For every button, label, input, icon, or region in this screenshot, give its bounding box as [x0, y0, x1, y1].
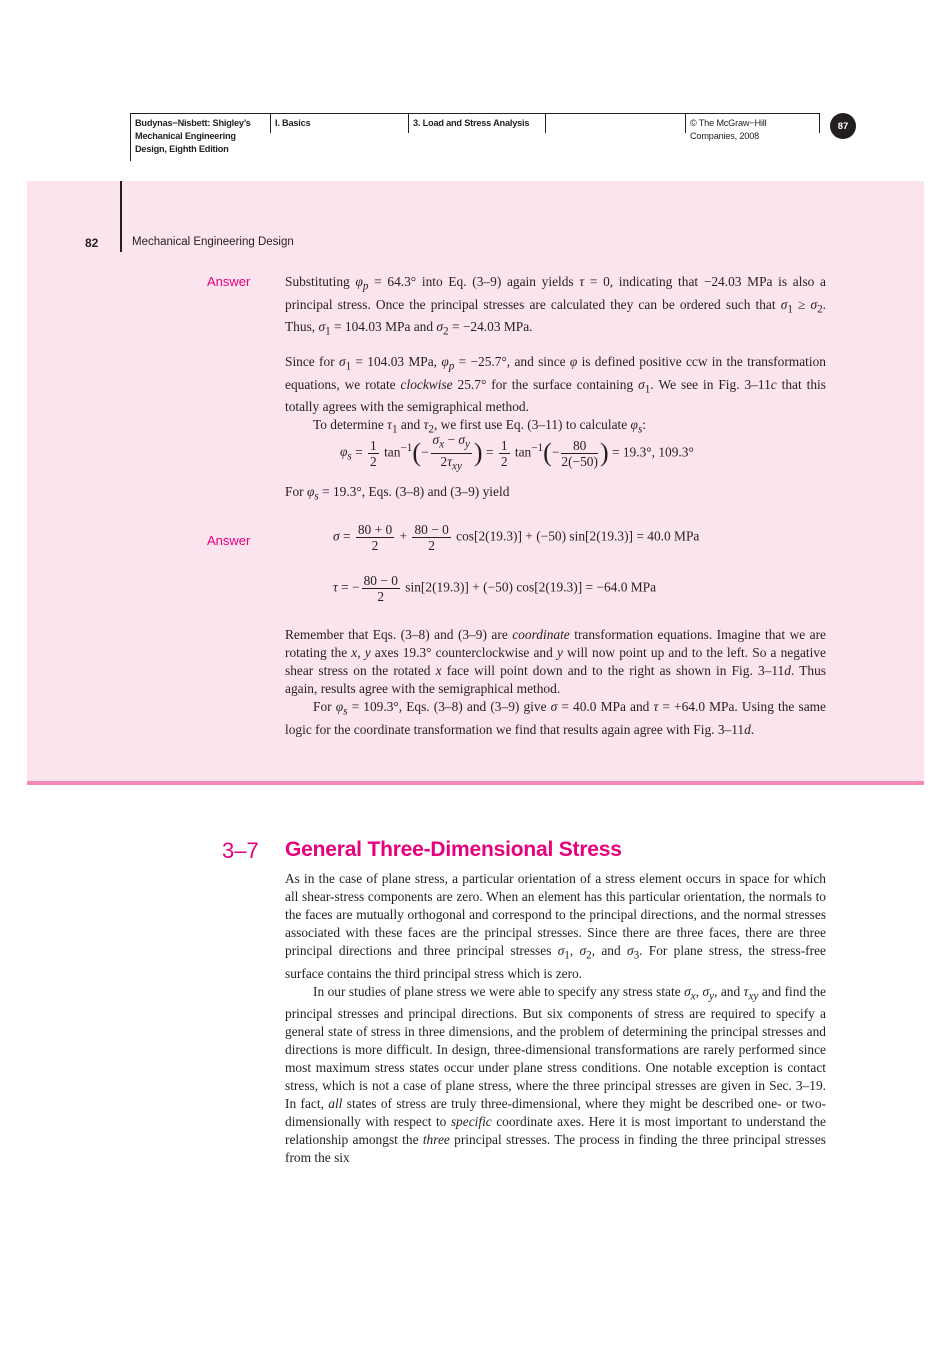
section-number: 3–7 — [222, 838, 259, 863]
copyright-line: Companies, 2008 — [690, 131, 760, 141]
margin-rule — [120, 181, 122, 252]
header-book-line: Mechanical Engineering — [135, 131, 236, 141]
paragraph: Substituting $\varphi_p = 64.3^\circ$ into Eq. (3–9) again yields τ = 0, indicating that −24.03 MPa is also a principal stress. Once the principal stresses are calculated they can be ordered such that $\sigma_1 \ge \sigma_2$. Thus, $\sigma_1 = 104.03$ MPa and $\sigma_2 = -24.03$ MPa. — [285, 274, 826, 339]
header-part-label: I. Basics — [275, 118, 311, 128]
example-text-bottom — [285, 626, 826, 739]
header-book-title — [130, 113, 270, 161]
header-chapter — [408, 113, 545, 133]
header-chapter-label: 3. Load and Stress Analysis — [413, 118, 530, 128]
page-number: 82 — [85, 236, 99, 250]
section-title: General Three-Dimensional Stress — [285, 838, 622, 861]
example-text-top — [285, 273, 826, 439]
answer-label: Answer — [207, 533, 251, 548]
paragraph: For $\varphi_s = 19.3^\circ$, Eqs. (3–8) and (3–9) yield — [285, 484, 510, 503]
paragraph: Remember that Eqs. (3–8) and (3–9) are coordinate transformation equations. Imagine that we are rotating the x, y axes 19.3° counterclockwise and y will now point up and to the left. So a negative shear stress on the rotated x face will point down and to the right as shown in Fig. 3–11d. Thus again, results agree with the semigraphical method. — [285, 627, 826, 696]
header-blank — [545, 113, 685, 133]
paragraph: For $\varphi_s = 109.3^\circ$, Eqs. (3–8) and (3–9) give σ = 40.0 MPa and τ = +64.0 MPa. Using the same logic for the coordinate transformation we find that results again agree with Fig. 3–11d. — [285, 699, 826, 737]
page-badge: 87 — [830, 113, 856, 139]
equation-phi-s: $\varphi_s$ = $\frac{1}{2}$ $\tan^{-1}(-$ $\frac{\sigma_x - \sigma_y}{2\tau_{xy}}$ ) = $\frac{1}{2}$ $\tan^{-1}(-$ $\frac{80}{2(-50)}$ ) = 19.3°, 109.3° — [340, 432, 694, 473]
header-book-line: Budynas−Nisbett: Shigley’s — [135, 118, 251, 128]
paragraph: In our studies of plane stress we were able to specify any stress state $\sigma_x$, $\sigma_y$, and $\tau_{xy}$ and find the principal stresses and principal directions. But six components of stress are required to specify a general state of stress in three dimensions, and the problem of determining the principal stresses and directions is more difficult. In design, three-dimensional transformations are rarely performed since most maximum stress states occur under plane stress conditions. One notable exception is contact stress, which is not a case of plane stress, where the three principal stresses are given in Sec. 3–19. In fact, all states of stress are truly three-dimensional, where they might be described one- or two-dimensionally with respect to specific coordinate axes. Here it is most important to understand the relationship amongst the three principal stresses. The process in finding the three principal stresses from the six — [285, 983, 827, 1166]
paragraph: Since for $\sigma_1 = 104.03$ MPa, $\varphi_p = -25.7^\circ$, and since φ is defined positive ccw in the transformation equations, we rotate clockwise 25.7° for the surface containing $\sigma_1$. We see in Fig. 3–11c that this totally agrees with the semigraphical method. — [285, 354, 826, 415]
book-header — [130, 113, 820, 165]
header-copyright — [685, 113, 820, 141]
example-panel-rule — [27, 781, 924, 785]
paragraph: As in the case of plane stress, a particular orientation of a stress element occurs in space for which all shear-stress components are zero. When an element has this particular orientation, the normals to the faces are mutually orthogonal and correspond to the principal directions, and the normal stresses associated with these faces are the principal stresses. Since there are three faces, there are three principal directions and three principal stresses $\sigma_1$, $\sigma_2$, and $\sigma_3$. For plane stress, the stress-free surface contains the third principal stress which is zero. — [285, 871, 826, 981]
equation-tau: τ = − $\frac{80 - 0}{2}$ sin[2(19.3)] + (−50) cos[2(19.3)] = −64.0 MPa — [333, 573, 657, 604]
copyright-line: © The McGraw−Hill — [690, 118, 767, 128]
running-head: Mechanical Engineering Design — [132, 236, 294, 248]
header-book-line: Design, Eighth Edition — [135, 144, 229, 154]
section-body — [285, 870, 826, 1167]
header-part — [270, 113, 408, 133]
paragraph: To determine $\tau_1$ and $\tau_2$, we first use Eq. (3–11) to calculate $\varphi_s$: — [313, 417, 647, 437]
equation-sigma: σ = $\frac{80 + 0}{2}$ + $\frac{80 - 0}{2}$ cos[2(19.3)] + (−50) sin[2(19.3)] = 40.0 MPa — [333, 522, 700, 553]
answer-label: Answer — [207, 274, 251, 289]
